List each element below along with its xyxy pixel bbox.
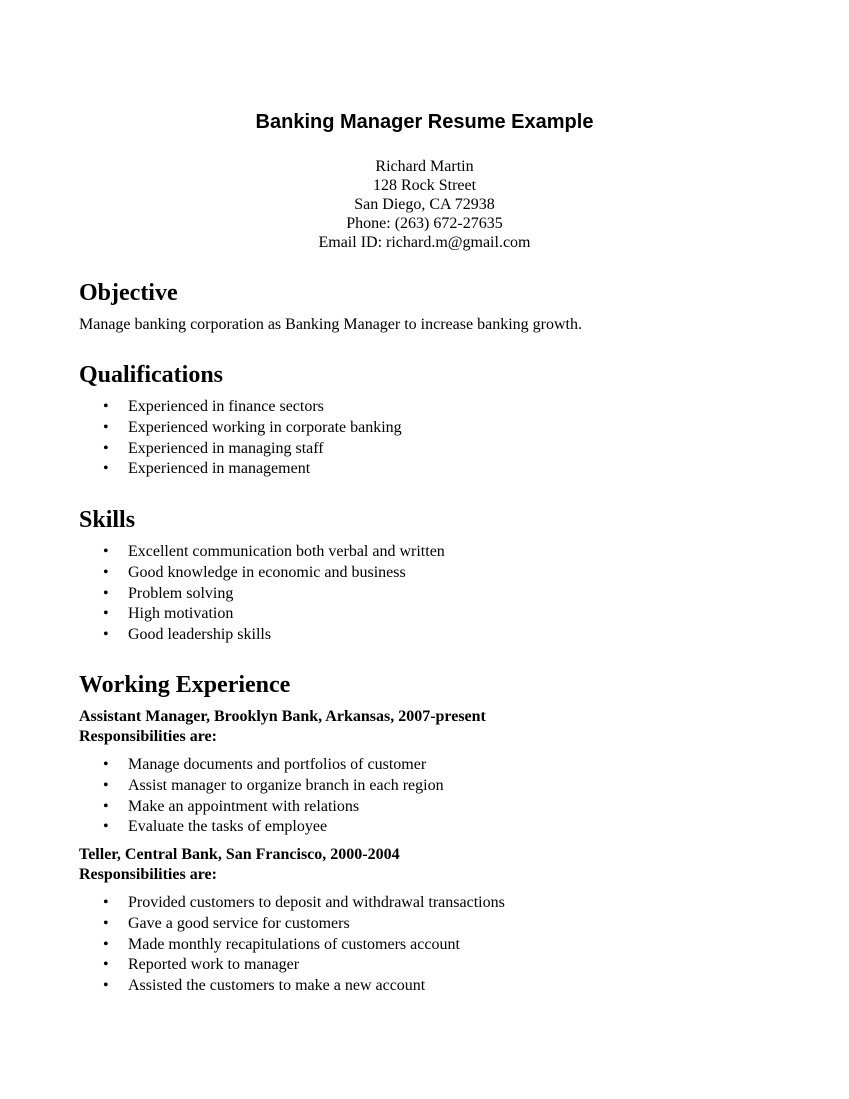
list-item: • Good knowledge in economic and business bbox=[0, 563, 445, 584]
responsibilities-label: Responsibilities are: bbox=[79, 866, 217, 883]
qualifications-list bbox=[0, 397, 402, 480]
list-item: • Experienced in finance sectors bbox=[0, 397, 402, 418]
list-item: • Make an appointment with relations bbox=[0, 797, 444, 818]
list-item: • Excellent communication both verbal and written bbox=[0, 542, 445, 563]
list-item: • Good leadership skills bbox=[0, 625, 445, 646]
objective-text: Manage banking corporation as Banking Manager to increase banking growth. bbox=[79, 316, 582, 333]
contact-phone: Phone: (263) 672-27635 bbox=[346, 215, 503, 232]
list-item: • Assisted the customers to make a new account bbox=[0, 976, 505, 997]
job-responsibilities-list bbox=[0, 755, 444, 838]
job-title: Teller, Central Bank, San Francisco, 2000-2004 bbox=[79, 846, 400, 863]
contact-street: 128 Rock Street bbox=[372, 177, 477, 194]
list-item: • Problem solving bbox=[0, 584, 445, 605]
list-item: • Gave a good service for customers bbox=[0, 914, 505, 935]
skills-heading: Skills bbox=[79, 507, 136, 533]
list-item: • Made monthly recapitulations of customers account bbox=[0, 935, 505, 956]
document-title: Banking Manager Resume Example bbox=[255, 111, 594, 134]
qualifications-heading: Qualifications bbox=[79, 362, 224, 388]
list-item: • High motivation bbox=[0, 604, 445, 625]
contact-city: San Diego, CA 72938 bbox=[354, 196, 495, 213]
experience-heading: Working Experience bbox=[79, 672, 291, 698]
contact-block bbox=[0, 157, 849, 252]
list-item: • Manage documents and portfolios of customer bbox=[0, 755, 444, 776]
job-responsibilities-list bbox=[0, 893, 505, 997]
objective-heading: Objective bbox=[79, 280, 178, 306]
contact-name: Richard Martin bbox=[375, 158, 474, 175]
list-item: • Assist manager to organize branch in each region bbox=[0, 776, 444, 797]
skills-list bbox=[0, 542, 445, 646]
contact-email: Email ID: richard.m@gmail.com bbox=[318, 234, 531, 251]
list-item: • Reported work to manager bbox=[0, 955, 505, 976]
list-item: • Experienced in management bbox=[0, 459, 402, 480]
list-item: • Evaluate the tasks of employee bbox=[0, 817, 444, 838]
list-item: • Experienced in managing staff bbox=[0, 439, 402, 460]
responsibilities-label: Responsibilities are: bbox=[79, 728, 217, 745]
list-item: • Provided customers to deposit and withdrawal transactions bbox=[0, 893, 505, 914]
job-title: Assistant Manager, Brooklyn Bank, Arkansas, 2007-present bbox=[79, 708, 486, 725]
list-item: • Experienced working in corporate banking bbox=[0, 418, 402, 439]
